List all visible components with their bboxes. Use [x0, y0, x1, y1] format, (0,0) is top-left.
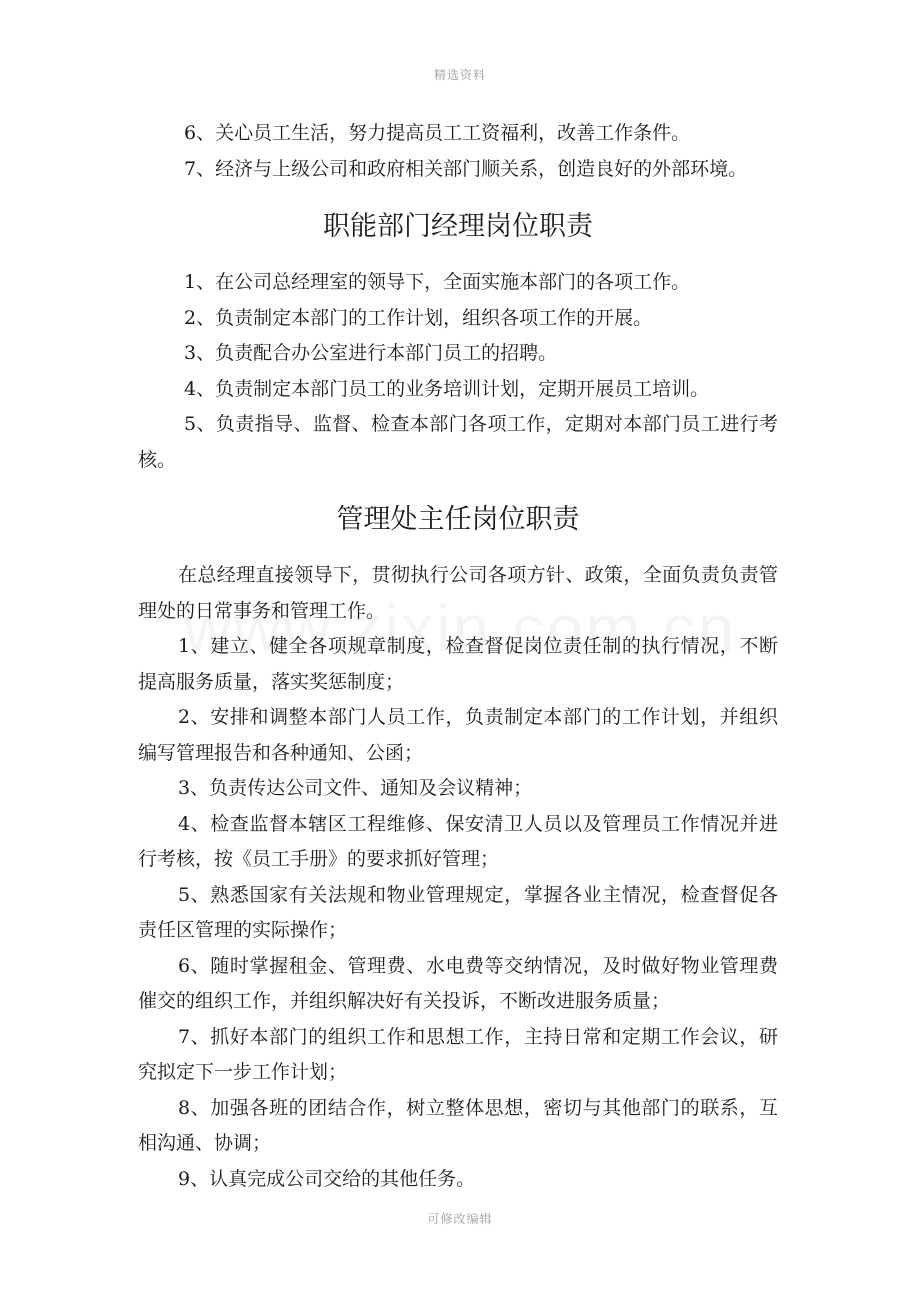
page-header: 精选资料 [433, 68, 486, 82]
dept-manager-item-5: 5、负责指导、监督、检查本部门各项工作，定期对本部门员工进行考核。 [138, 413, 778, 471]
office-director-item-9: 9、认真完成公司交给的其他任务。 [178, 1167, 476, 1190]
office-director-item-2: 2、安排和调整本部门人员工作，负责制定本部门的工作计划，并组织编写管理报告和各种通知、公函； [138, 706, 778, 764]
dept-manager-item-1: 1、在公司总经理室的领导下，全面实施本部门的各项工作。 [184, 271, 691, 293]
dept-manager-item-3: 3、负责配合办公室进行本部门员工的招聘。 [184, 342, 558, 364]
intro-item-6: 6、关心员工生活，努力提高员工工资福利，改善工作条件。 [184, 122, 691, 144]
office-director-item-6: 6、随时掌握租金、管理费、水电费等交纳情况，及时做好物业管理费催交的组织工作，并组织解决好有关投诉，不断改进服务质量； [138, 954, 778, 1012]
office-director-item-8: 8、加强各班的团结合作，树立整体思想，密切与其他部门的联系，互相沟通、协调； [138, 1096, 778, 1154]
intro-item-7: 7、经济与上级公司和政府相关部门顺关系，创造良好的外部环境。 [184, 157, 748, 180]
section-title-office-director: 管理处主任岗位职责 [336, 504, 580, 535]
section-title-dept-manager: 职能部门经理岗位职责 [323, 211, 593, 242]
page-footer: 可修改编辑 [427, 1212, 493, 1226]
office-director-item-1: 1、建立、健全各项规章制度，检查督促岗位责任制的执行情况，不断提高服务质量，落实奖惩制度； [138, 635, 778, 693]
office-director-item-3: 3、负责传达公司文件、通知及会议精神； [178, 777, 533, 799]
dept-manager-item-2: 2、负责制定本部门的工作计划，组织各项工作的开展。 [184, 306, 653, 329]
document-body [138, 116, 778, 1197]
office-director-intro: 在总经理直接领导下，贯彻执行公司各项方针、政策，全面负责负责管理处的日常事务和管理工作。 [138, 564, 778, 622]
office-director-item-4: 4、检查监督本辖区工程维修、保安清卫人员以及管理员工作情况并进行考核，按《员工手册》的要求抓好管理； [138, 812, 778, 870]
office-director-item-7: 7、抓好本部门的组织工作和思想工作，主持日常和定期工作会议，研究拟定下一步工作计划； [138, 1025, 778, 1083]
office-director-item-5: 5、熟悉国家有关法规和物业管理规定，掌握各业主情况，检查督促各责任区管理的实际操作； [138, 883, 778, 941]
dept-manager-item-4: 4、负责制定本部门员工的业务培训计划，定期开展员工培训。 [184, 377, 710, 400]
